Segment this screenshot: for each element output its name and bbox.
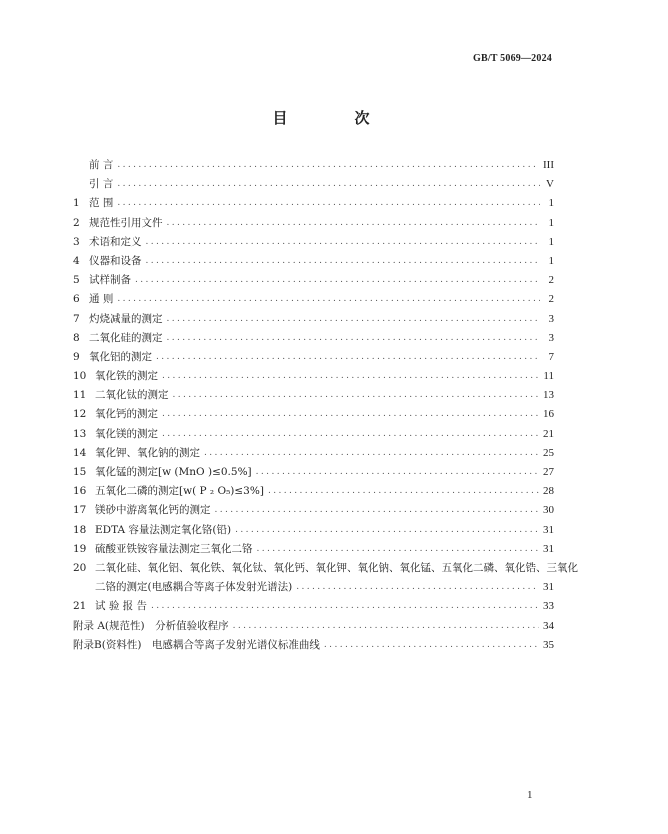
toc-leader-dots xyxy=(256,463,539,482)
toc-entry-label: 二氧化硅、氧化铝、氧化铁、氧化钛、氧化钙、氧化钾、氧化钠、氧化锰、五氧化二磷、氧化锆、三氧化 xyxy=(95,561,578,574)
toc-entry-number: 4 xyxy=(73,254,80,267)
toc-leader-dots xyxy=(117,175,540,194)
toc-entry-label: 范 围 xyxy=(89,197,114,210)
toc-entry[interactable] xyxy=(73,425,554,444)
toc-entry-page: 31 xyxy=(543,581,554,594)
toc-entry[interactable] xyxy=(73,636,554,655)
toc-entry-label: 二铬的测定(电感耦合等离子体发射光谱法) xyxy=(95,581,293,594)
toc-leader-dots xyxy=(167,329,541,348)
toc-entry[interactable] xyxy=(73,329,554,348)
toc-entry-label: 前 言 xyxy=(89,159,114,171)
toc-entry-number: 1 xyxy=(73,197,80,210)
toc-entry-page: III xyxy=(543,159,554,171)
toc-entry-label: 规范性引用文件 xyxy=(89,216,163,229)
toc-entry[interactable] xyxy=(73,559,578,578)
toc-leader-dots xyxy=(268,482,539,501)
toc-entry-label: 仪器和设备 xyxy=(89,254,142,267)
toc-entry-number: 21 xyxy=(73,600,87,613)
toc-entry-number: 5 xyxy=(73,274,80,287)
toc-leader-dots xyxy=(146,233,541,252)
toc-entry[interactable] xyxy=(73,233,554,252)
toc-entry-page: 11 xyxy=(543,370,554,383)
toc-entry[interactable] xyxy=(73,156,554,175)
toc-entry-page: 34 xyxy=(543,619,554,632)
toc-entry-page: 21 xyxy=(543,427,554,440)
toc-entry[interactable] xyxy=(73,310,554,329)
toc-entry-label: (资料性) 电感耦合等离子发射光谱仪标准曲线 xyxy=(101,638,320,651)
toc-entry-label: 试样制备 xyxy=(89,274,131,287)
toc-entry-page: V xyxy=(546,178,554,191)
toc-entry-label: (规范性) 分析值验收程序 xyxy=(104,619,229,632)
toc-entry-page: 31 xyxy=(543,542,554,555)
toc-entry[interactable] xyxy=(73,290,554,309)
toc-leader-dots xyxy=(215,501,540,520)
toc-leader-dots xyxy=(156,348,540,367)
toc-entry[interactable] xyxy=(73,194,554,213)
toc-entry-number: 10 xyxy=(73,370,87,383)
toc-entry-page: 3 xyxy=(548,312,554,325)
toc-entry[interactable] xyxy=(73,501,554,520)
toc-entry-label: 氧化铁的测定 xyxy=(95,370,158,383)
toc-entry[interactable] xyxy=(73,444,554,463)
toc-entry-number: 3 xyxy=(73,235,80,248)
toc-leader-dots xyxy=(167,214,541,233)
toc-entry-number: 9 xyxy=(73,350,80,363)
toc-entry-page: 1 xyxy=(548,197,554,210)
toc-entry-page: 31 xyxy=(543,523,554,536)
toc-entry-number: 19 xyxy=(73,542,87,555)
page-title: 目 次 xyxy=(272,109,396,127)
toc-entry-number: 8 xyxy=(73,331,80,344)
toc-entry-page: 28 xyxy=(543,485,554,498)
toc-entry-page: 35 xyxy=(543,638,554,651)
toc-entry[interactable] xyxy=(73,617,554,636)
toc-entry-page: 2 xyxy=(548,293,554,306)
toc-entry-page: 13 xyxy=(543,389,554,402)
toc-entry-label: 氧化钙的测定 xyxy=(95,408,158,421)
toc-entry-number: 附录 A xyxy=(73,619,105,632)
toc-entry-number: 13 xyxy=(73,427,87,440)
toc-leader-dots xyxy=(117,194,540,213)
toc-entry[interactable] xyxy=(73,521,554,540)
toc-entry[interactable] xyxy=(73,175,554,194)
toc-leader-dots xyxy=(233,617,539,636)
toc-entry-page: 16 xyxy=(543,408,554,421)
toc-entry[interactable] xyxy=(73,540,554,559)
toc-entry[interactable] xyxy=(73,578,554,597)
toc-entry[interactable] xyxy=(73,482,554,501)
page-number: 1 xyxy=(527,789,533,801)
toc-entry-page: 30 xyxy=(543,504,554,517)
toc-entry[interactable] xyxy=(73,348,554,367)
toc-entry-number: 2 xyxy=(73,216,80,229)
toc-entry-label: 氧化钾、氧化钠的测定 xyxy=(95,446,200,459)
toc-entry-label: 术语和定义 xyxy=(89,235,142,248)
toc-entry-page: 2 xyxy=(548,274,554,287)
toc-entry-number: 20 xyxy=(73,561,87,574)
toc-entry-label: 氧化铝的测定 xyxy=(89,350,152,363)
toc-entry-label: 试 验 报 告 xyxy=(95,600,148,613)
toc-leader-dots xyxy=(296,578,539,597)
toc-leader-dots xyxy=(117,156,539,175)
toc-entry-number: 附录B xyxy=(73,638,102,651)
toc-leader-dots xyxy=(151,597,539,616)
toc-entry-label: 氧化镁的测定 xyxy=(95,427,158,440)
toc-leader-dots xyxy=(135,271,540,290)
toc-entry-page: 7 xyxy=(548,350,554,363)
toc-entry[interactable] xyxy=(73,214,554,233)
toc-entry-label: 氧化锰的测定[w (MnO )≤0.5%] xyxy=(95,466,252,478)
toc-entry-page: 3 xyxy=(548,331,554,344)
toc-entry-page: 1 xyxy=(548,235,554,248)
toc-entry[interactable] xyxy=(73,597,554,616)
toc-entry[interactable] xyxy=(73,405,554,424)
toc-entry-number: 6 xyxy=(73,293,80,306)
table-of-contents xyxy=(73,156,578,655)
toc-entry[interactable] xyxy=(73,252,554,271)
toc-leader-dots xyxy=(167,310,541,329)
toc-entry-label: 镁砂中游离氧化钙的测定 xyxy=(95,504,211,517)
toc-leader-dots xyxy=(162,367,539,386)
toc-entry[interactable] xyxy=(73,463,554,482)
standard-code: GB/T 5069—2024 xyxy=(472,53,552,64)
toc-entry-label: EDTA 容量法测定氧化铬(铅) xyxy=(95,523,232,536)
toc-entry-page: 27 xyxy=(543,466,554,478)
toc-entry-number: 7 xyxy=(73,312,80,325)
toc-entry[interactable] xyxy=(73,386,554,405)
toc-leader-dots xyxy=(117,290,540,309)
toc-entry-label: 五氧化二磷的测定[w( P ₂ O₅)≤3%] xyxy=(95,485,264,498)
toc-entry-page: 33 xyxy=(543,600,554,613)
toc-entry-number: 16 xyxy=(73,485,87,498)
toc-leader-dots xyxy=(146,252,541,271)
toc-leader-dots xyxy=(173,386,540,405)
toc-leader-dots xyxy=(324,636,539,655)
toc-entry-label: 通 则 xyxy=(89,293,114,306)
toc-entry-label: 灼烧减量的测定 xyxy=(89,312,163,325)
toc-entry-page: 1 xyxy=(548,216,554,229)
toc-leader-dots xyxy=(257,540,540,559)
toc-entry-number: 12 xyxy=(73,408,87,421)
toc-entry-label: 二氧化钛的测定 xyxy=(95,389,169,402)
toc-entry-page: 1 xyxy=(548,254,554,267)
toc-entry-label: 硫酸亚铁铵容量法测定三氧化二铬 xyxy=(95,542,253,555)
toc-entry-number: 17 xyxy=(73,504,87,517)
toc-entry[interactable] xyxy=(73,271,554,290)
toc-entry-number: 15 xyxy=(73,466,87,478)
toc-entry-page: 25 xyxy=(543,446,554,459)
toc-leader-dots xyxy=(204,444,539,463)
toc-entry-number: 14 xyxy=(73,446,87,459)
toc-leader-dots xyxy=(235,521,539,540)
toc-entry[interactable] xyxy=(73,367,554,386)
toc-entry-label: 引 言 xyxy=(89,178,114,191)
toc-entry-label: 二氧化硅的测定 xyxy=(89,331,163,344)
toc-leader-dots xyxy=(162,405,539,424)
toc-entry-number: 18 xyxy=(73,523,87,536)
toc-entry-number: 11 xyxy=(73,389,87,402)
toc-leader-dots xyxy=(162,425,539,444)
